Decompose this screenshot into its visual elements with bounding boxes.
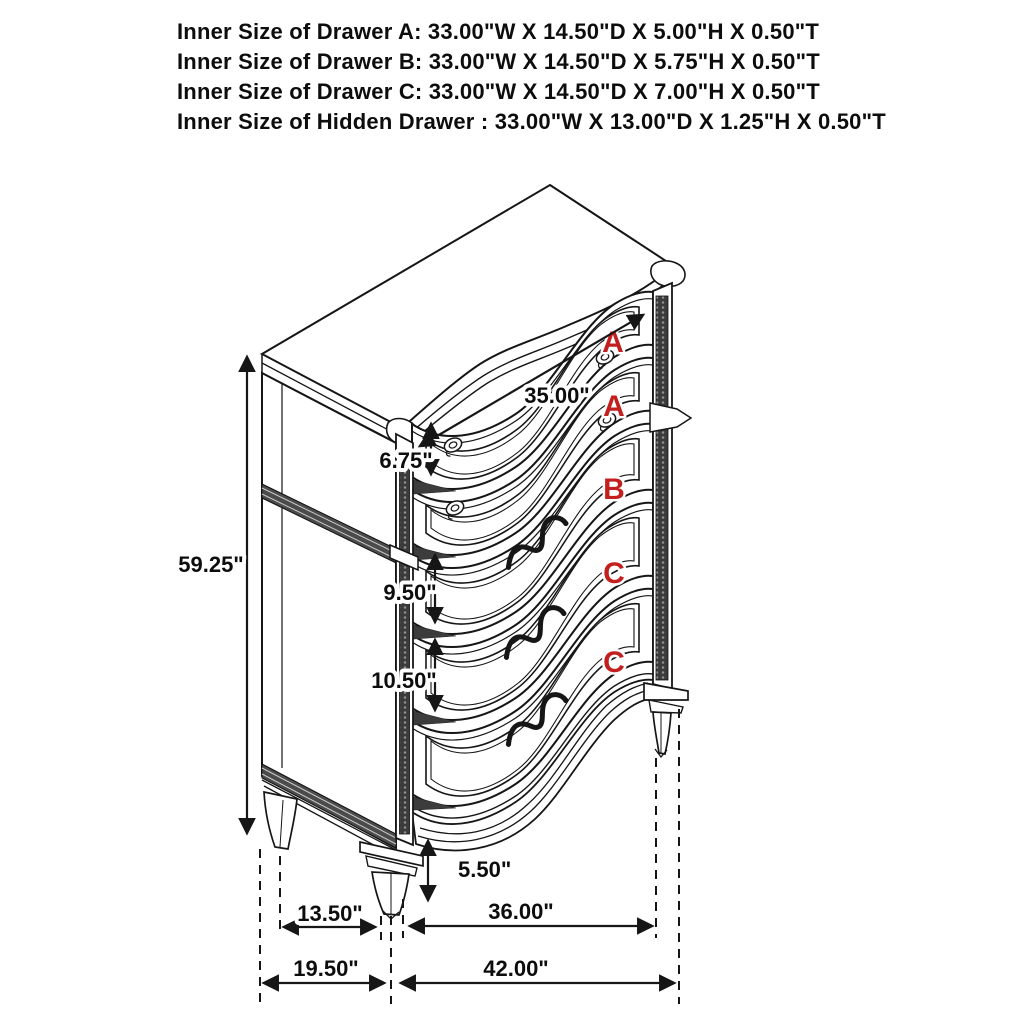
dim-overall-height-label: 59.25" bbox=[178, 552, 244, 577]
leg-front-right bbox=[644, 683, 688, 757]
left-pillar-bead-trim bbox=[400, 450, 410, 834]
dim-front-leg-span-label: 36.00" bbox=[488, 899, 554, 924]
dim-overall-height bbox=[178, 357, 247, 833]
dim-drawer-c-height-label: 10.50" bbox=[371, 668, 437, 693]
leg-front-left bbox=[360, 842, 423, 919]
drawer-label-c2: C bbox=[603, 646, 625, 679]
drawer-label-a2: A bbox=[603, 390, 625, 423]
dim-drawer-b-height-label: 9.50" bbox=[383, 580, 437, 605]
dim-drawer-a-height-label: 6.75" bbox=[379, 448, 433, 473]
drawer-label-a1: A bbox=[602, 326, 624, 359]
dim-overall-depth-label: 19.50" bbox=[293, 956, 359, 981]
dim-side-leg-span-label: 13.50" bbox=[297, 901, 363, 926]
dim-top-drawer-width-label: 35.00" bbox=[524, 383, 590, 408]
spec-line-hidden-drawer: Inner Size of Hidden Drawer : 33.00"W X 13.00"D X 1.25"H X 0.50"T bbox=[177, 109, 886, 134]
drawer-spec-header bbox=[177, 17, 886, 137]
drawer-label-c1: C bbox=[603, 557, 625, 590]
drawer-label-b: B bbox=[603, 473, 625, 506]
spec-line-drawer-c: Inner Size of Drawer C: 33.00"W X 14.50"D X 7.00"H X 0.50"T bbox=[177, 79, 820, 104]
dim-side-leg-span bbox=[284, 901, 375, 927]
chest-side-panel bbox=[262, 373, 396, 856]
top-corner-cap-right bbox=[651, 261, 685, 287]
dim-front-leg-span bbox=[410, 899, 652, 926]
right-front-pillar bbox=[650, 283, 691, 689]
dim-overall-depth bbox=[264, 956, 384, 983]
right-pillar-bead-trim bbox=[656, 296, 668, 680]
dim-overall-width bbox=[401, 956, 674, 983]
leg-left-side bbox=[264, 792, 297, 849]
spec-line-drawer-b: Inner Size of Drawer B: 33.00"W X 14.50"D X 5.75"H X 0.50"T bbox=[177, 49, 820, 74]
dim-leg-height-label: 5.50" bbox=[458, 857, 512, 882]
dim-overall-width-label: 42.00" bbox=[483, 956, 549, 981]
spec-line-drawer-a: Inner Size of Drawer A: 33.00"W X 14.50"D X 5.00"H X 0.50"T bbox=[177, 19, 820, 44]
right-pillar-mid-cap bbox=[650, 403, 691, 432]
